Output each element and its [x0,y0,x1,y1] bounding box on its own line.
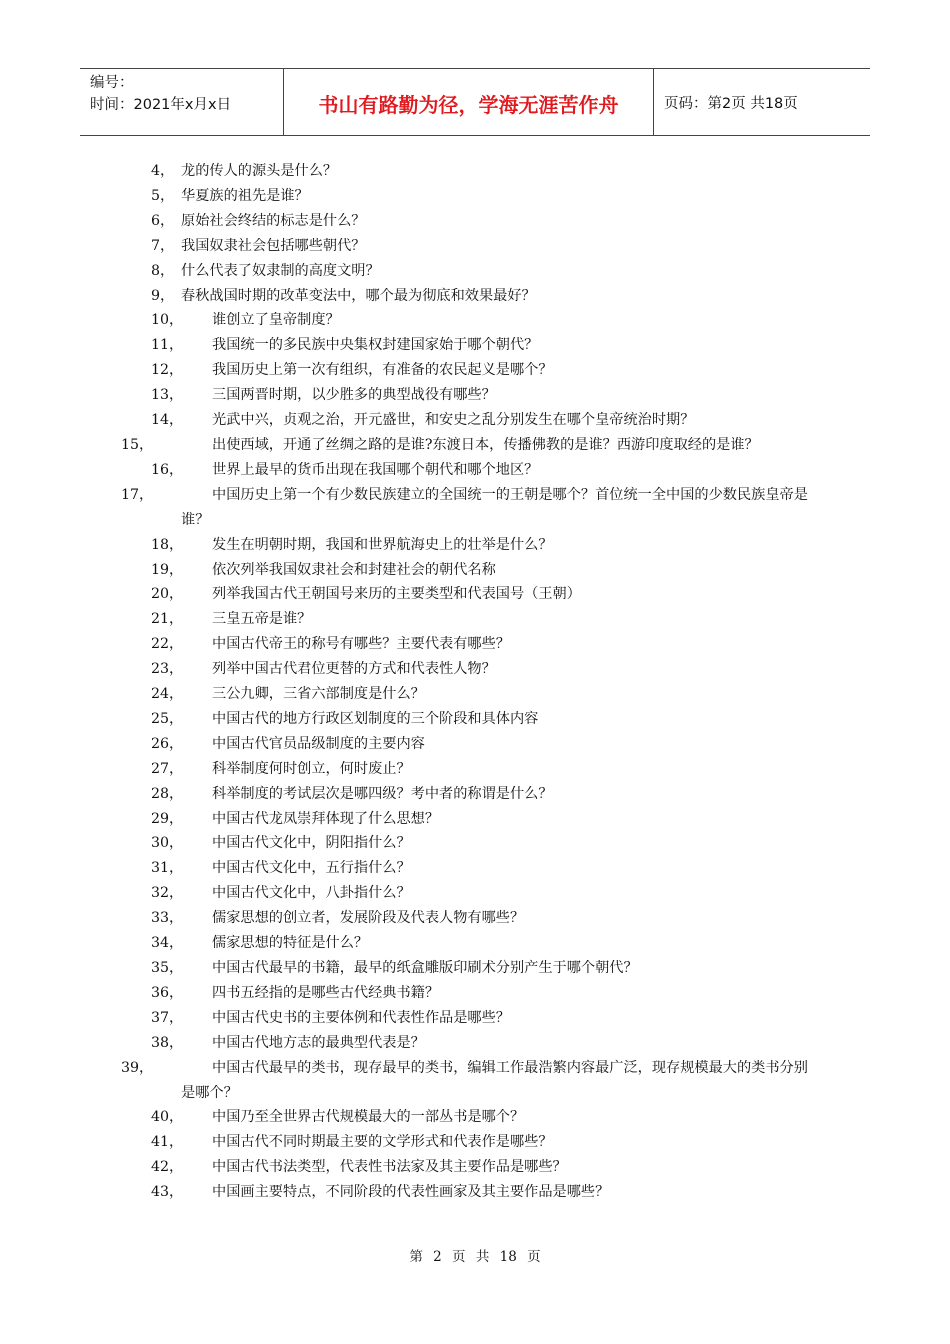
list-item [151,931,811,956]
item-number: 11， [151,337,184,354]
list-item [151,981,811,1006]
list-item [151,259,811,284]
header-page-info: 页码：第2页 共18页 [664,95,798,112]
list-item [151,284,811,309]
list-item [151,1006,811,1031]
list-item [151,308,811,333]
list-item [151,831,811,856]
item-number: 10， [151,312,184,329]
item-text: 三国两晋时期，以少胜多的典型战役有哪些？ [212,387,496,404]
item-text: 中国古代官员品级制度的主要内容 [212,735,425,752]
list-item [151,707,811,732]
item-number: 26， [151,735,184,752]
list-item [151,383,811,408]
item-number: 40， [151,1109,184,1126]
item-number: 39， [121,1059,154,1076]
item-text: 列举我国古代王朝国号来历的主要类型和代表国号（王朝） [212,586,581,603]
item-text: 发生在明朝时期，我国和世界航海史上的壮举是什么？ [212,536,553,553]
item-number: 34， [151,935,184,952]
list-item [151,1031,811,1056]
item-text: 中国古代最早的书籍，最早的纸盒雕版印刷术分别产生于哪个朝代？ [212,960,638,976]
item-text: 中国古代不同时期最主要的文学形式和代表作是哪些？ [212,1134,553,1151]
item-number: 24， [151,686,184,703]
list-item [151,209,811,234]
item-text: 谁创立了皇帝制度？ [212,312,340,329]
item-number: 21， [151,611,184,628]
header-motto: 书山有路勤为径，学海无涯苦作舟 [284,69,654,135]
item-text: 什么代表了奴隶制的高度文明？ [181,262,380,279]
page-header [80,68,870,136]
list-item [151,408,811,433]
item-number: 35， [151,960,184,976]
item-number: 38， [151,1034,184,1051]
item-text: 四书五经指的是哪些古代经典书籍？ [212,984,440,1001]
item-number: 18， [151,536,184,553]
item-text: 中国古代文化中，五行指什么？ [212,860,411,877]
item-number: 4， [151,163,175,179]
list-item [151,657,811,682]
item-text: 中国古代龙凤崇拜体现了什么思想？ [212,810,440,827]
list-item [151,1130,811,1155]
item-text: 我国历史上第一次有组织，有准备的农民起义是哪个？ [212,362,553,379]
item-text: 中国古代的地方行政区划制度的三个阶段和具体内容 [212,710,539,727]
number-label: 编号： [90,75,134,91]
item-number: 22， [151,636,184,653]
item-number: 9， [151,287,175,304]
list-item [151,558,811,583]
header-meta [80,69,284,135]
item-number: 33， [151,910,184,927]
list-item [121,1056,811,1106]
item-number: 8， [151,262,175,279]
list-item [151,732,811,757]
item-text: 中国古代史书的主要体例和代表性作品是哪些？ [212,1009,510,1026]
list-item [151,757,811,782]
item-text: 中国乃至全世界古代规模最大的一部丛书是哪个？ [212,1109,525,1126]
list-item [151,856,811,881]
item-text: 华夏族的祖先是谁？ [181,187,309,204]
item-number: 20， [151,586,184,603]
item-number: 6， [151,212,175,229]
item-text: 出使西域，开通了丝绸之路的是谁?东渡日本，传播佛教的是谁？西游印度取经的是谁？ [212,436,759,453]
question-list [121,159,811,1205]
item-number: 16， [151,461,184,478]
item-text: 中国古代地方志的最典型代表是？ [212,1034,425,1051]
list-item [151,184,811,209]
item-number: 27， [151,760,184,777]
item-text: 春秋战国时期的改革变法中，哪个最为彻底和效果最好？ [181,287,536,304]
list-item [151,1155,811,1180]
time-label: 时间：2021年x月x日 [90,97,232,113]
item-text: 光武中兴，贞观之治，开元盛世，和安史之乱分别发生在哪个皇帝统治时期？ [212,412,695,429]
item-number: 32， [151,885,184,902]
list-item [151,607,811,632]
item-text: 中国古代书法类型，代表性书法家及其主要作品是哪些？ [212,1159,567,1176]
list-item [151,1180,811,1205]
page-footer: 第 2 页 共 18 页 [409,1249,541,1265]
list-item [151,159,811,184]
item-number: 29， [151,810,184,827]
item-text: 我国奴隶社会包括哪些朝代？ [181,237,366,254]
list-item [151,458,811,483]
item-text: 我国统一的多民族中央集权封建国家始于哪个朝代？ [212,337,539,354]
item-number: 36， [151,984,184,1001]
item-text: 科举制度何时创立，何时废止？ [212,760,411,777]
item-number: 14， [151,412,184,429]
item-text: 依次列举我国奴隶社会和封建社会的朝代名称 [212,561,496,578]
list-item [151,333,811,358]
item-text: 中国画主要特点，不同阶段的代表性画家及其主要作品是哪些？ [212,1184,610,1201]
item-number: 12， [151,362,184,379]
item-number: 30， [151,835,184,852]
list-item [151,582,811,607]
item-number: 42， [151,1159,184,1176]
list-item [151,807,811,832]
item-number: 13， [151,387,184,404]
item-text: 中国古代最早的类书，现存最早的类书，编辑工作最浩繁内容最广泛，现存规模最大的类书分别是哪个？ [181,1059,808,1101]
item-number: 23， [151,661,184,678]
item-number: 17， [121,486,154,503]
item-number: 41， [151,1134,184,1151]
item-number: 19， [151,561,184,578]
item-number: 37， [151,1009,184,1026]
item-number: 28， [151,785,184,802]
item-number: 5， [151,187,175,204]
item-text: 原始社会终结的标志是什么？ [181,212,366,229]
list-item [151,881,811,906]
list-item [151,1105,811,1130]
list-item [151,234,811,259]
list-item [151,782,811,807]
item-number: 25， [151,710,184,727]
item-number: 43， [151,1184,184,1201]
item-text: 龙的传人的源头是什么？ [181,163,338,179]
item-text: 中国古代文化中，阴阳指什么？ [212,835,411,852]
item-number: 7， [151,237,175,254]
item-text: 三公九卿，三省六部制度是什么？ [212,686,425,703]
item-text: 儒家思想的特征是什么？ [212,935,369,952]
list-item [151,358,811,383]
item-number: 31， [151,860,184,877]
list-item [151,682,811,707]
item-number: 15， [121,436,154,453]
item-text: 科举制度的考试层次是哪四级？考中者的称谓是什么？ [212,785,553,802]
list-item [151,533,811,558]
list-item [151,956,811,981]
item-text: 中国古代文化中，八卦指什么？ [212,885,411,902]
list-item [121,483,811,533]
item-text: 中国历史上第一个有少数民族建立的全国统一的王朝是哪个？首位统一全中国的少数民族皇帝是谁？ [181,486,808,528]
list-item [121,433,811,458]
item-text: 世界上最早的货币出现在我国哪个朝代和哪个地区？ [212,461,539,478]
item-text: 三皇五帝是谁？ [212,611,312,628]
item-text: 中国古代帝王的称号有哪些？主要代表有哪些？ [212,636,510,653]
item-text: 儒家思想的创立者，发展阶段及代表人物有哪些？ [212,910,525,927]
list-item [151,906,811,931]
item-text: 列举中国古代君位更替的方式和代表性人物？ [212,661,496,678]
list-item [151,632,811,657]
